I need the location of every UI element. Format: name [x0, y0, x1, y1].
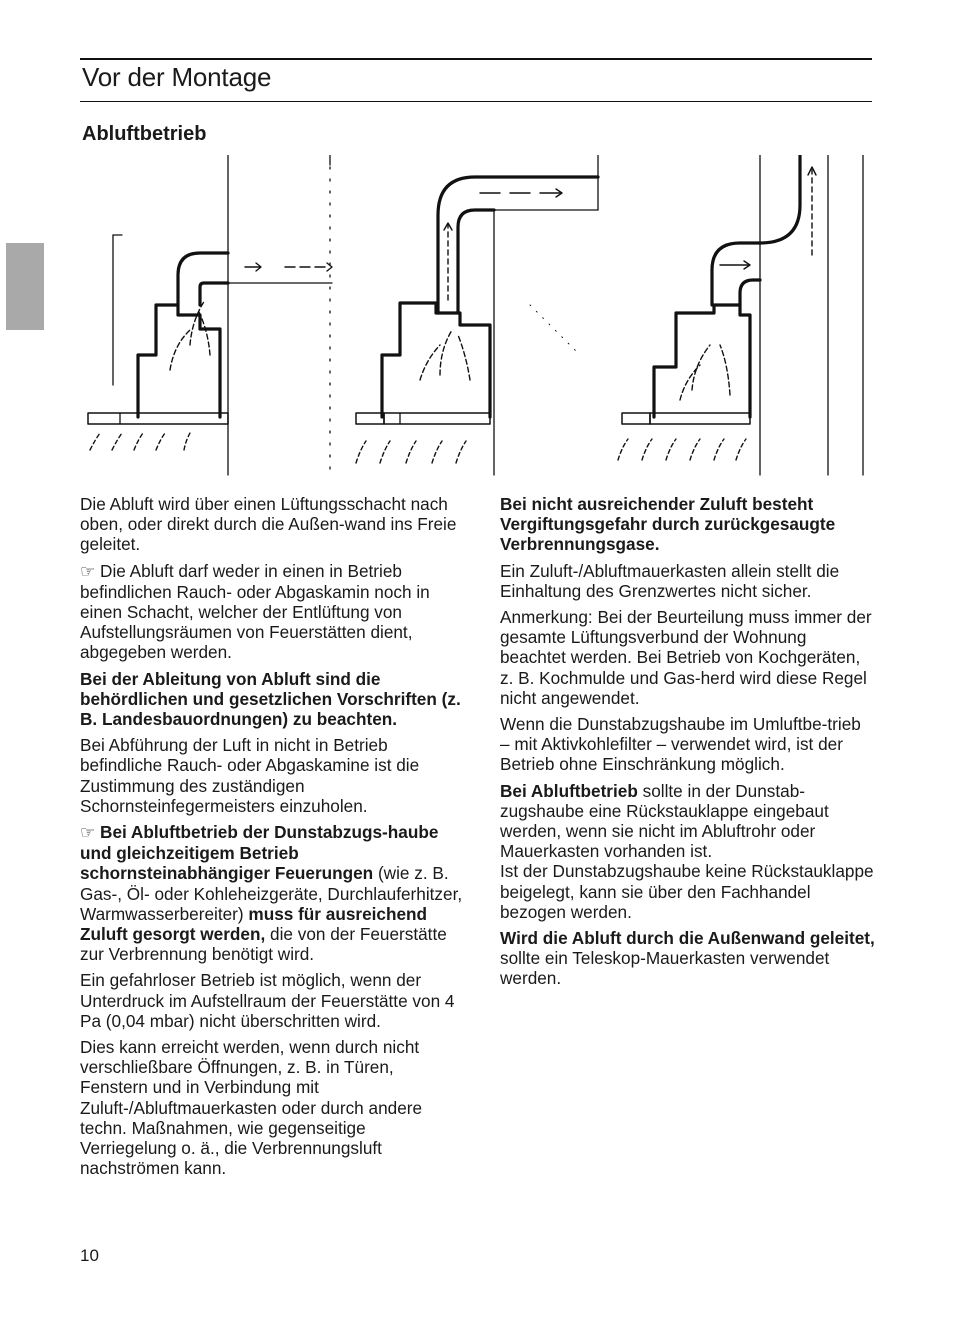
- paragraph: Ein Zuluft-/Abluftmauerkasten allein stellt die Einhaltung des Grenzwertes nicht sicher.: [500, 560, 840, 601]
- note-paragraph: [80, 822, 465, 964]
- pointing-hand-icon: ☞: [80, 823, 96, 844]
- diagram-panel-chimney-shaft: [618, 155, 863, 475]
- warning-paragraph: Bei nicht ausreichender Zuluft besteht Vergiftungsgefahr durch zurückgesaugte Verbrennungsgase.: [500, 494, 836, 555]
- exhaust-duct-diagram: [80, 155, 870, 480]
- chapter-tab-marker: [6, 243, 44, 330]
- paragraph: Ein gefahrloser Betrieb ist möglich, wenn der Unterdruck im Aufstellraum der Feuerstätte von 4 Pa (0,04 mbar) nicht überschritten wird.: [80, 970, 455, 1031]
- note-bold-text: Bei Abluftbetrieb der Dunstabzugs-haube und gleichzeitigem Betrieb schornsteinabhängiger Feuerungen: [80, 822, 439, 884]
- paragraph: Wenn die Dunstabzugshaube im Umluftbe-trieb – mit Aktivkohlefilter – verwendet wird, ist der Betrieb ohne Einschränkung möglich.: [500, 714, 861, 775]
- page-title: Vor der Montage: [82, 62, 272, 92]
- paragraph: Anmerkung: Bei der Beurteilung muss immer der gesamte Lüftungsverbund der Wohnung beachtet werden. Bei Betrieb von Kochgeräten, z. B. Kochmulde und Gas-herd wird diese Regel nicht angewendet.: [500, 607, 872, 708]
- paragraph: Dies kann erreicht werden, wenn durch nicht verschließbare Öffnungen, z. B. in Türen, Fenstern und in Verbindung mit Zuluft-/Abluftmauerkasten oder durch andere techn. Maßnahmen, wie gegenseitige Verriegelung o. ä., die Verbrennungsluft nachströmen kann.: [80, 1037, 423, 1179]
- inline-text: sollte in der Dunstab-zugshaube eine Rückstauklappe eingebaut werden, wenn sie nicht im Abluftrohr oder Mauerkasten vorhanden ist.: [500, 780, 829, 862]
- paragraph: [500, 781, 875, 922]
- paragraph: [500, 928, 875, 989]
- header-rule-bottom: [80, 101, 872, 102]
- paragraph-bold: Bei der Ableitung von Abluft sind die behördlichen und gesetzlichen Vorschriften (z. B. Landesbauordnungen) zu beachten.: [80, 668, 461, 730]
- paragraph: Bei Abführung der Luft in nicht in Betrieb befindliche Rauch- oder Abgaskamine ist die Zustimmung des zuständigen Schornsteinfegermeisters einzuholen.: [80, 735, 420, 816]
- section-title: Abluftbetrieb: [82, 123, 207, 145]
- paragraph: Die Abluft wird über einen Lüftungsschacht nach oben, oder direkt durch die Außen-wand ins Freie geleitet.: [80, 494, 457, 555]
- diagram-panel-wall-shaft: [88, 155, 332, 475]
- diagram-panel-roof-shaft: [356, 155, 598, 475]
- inline-bold-text: Wird die Abluft durch die Außenwand geleitet,: [500, 928, 875, 949]
- inline-text: sollte ein Teleskop-Mauerkasten verwendet werden.: [500, 948, 830, 989]
- page-number: 10: [80, 1246, 99, 1265]
- inline-text: Ist der Dunstabzugshaube keine Rückstauklappe beigelegt, kann sie über den Fachhandel bezogen werden.: [500, 861, 874, 922]
- note-text: die von der Feuerstätte zur Verbrennung benötigt wird.: [80, 924, 447, 965]
- note-bold-text: muss für ausreichend Zuluft gesorgt werden,: [80, 903, 428, 945]
- note-text: Die Abluft darf weder in einen in Betrieb befindlichen Rauch- oder Abgaskamin noch in einen Schacht, welcher der Entlüftung von Aufstellungsräumen von Feuerstätten dient, abgegeben werden.: [80, 560, 430, 663]
- note-paragraph: [80, 561, 465, 663]
- pointing-hand-icon: ☞: [80, 561, 96, 582]
- right-column: [500, 494, 875, 995]
- inline-bold-text: Bei Abluftbetrieb: [500, 780, 638, 801]
- left-column: [80, 494, 465, 1185]
- header-rule-top: [80, 58, 872, 60]
- note-text: (wie z. B. Gas-, Öl- oder Kohleheizgeräte, Durchlauferhitzer, Warmwasserbereiter): [80, 863, 463, 924]
